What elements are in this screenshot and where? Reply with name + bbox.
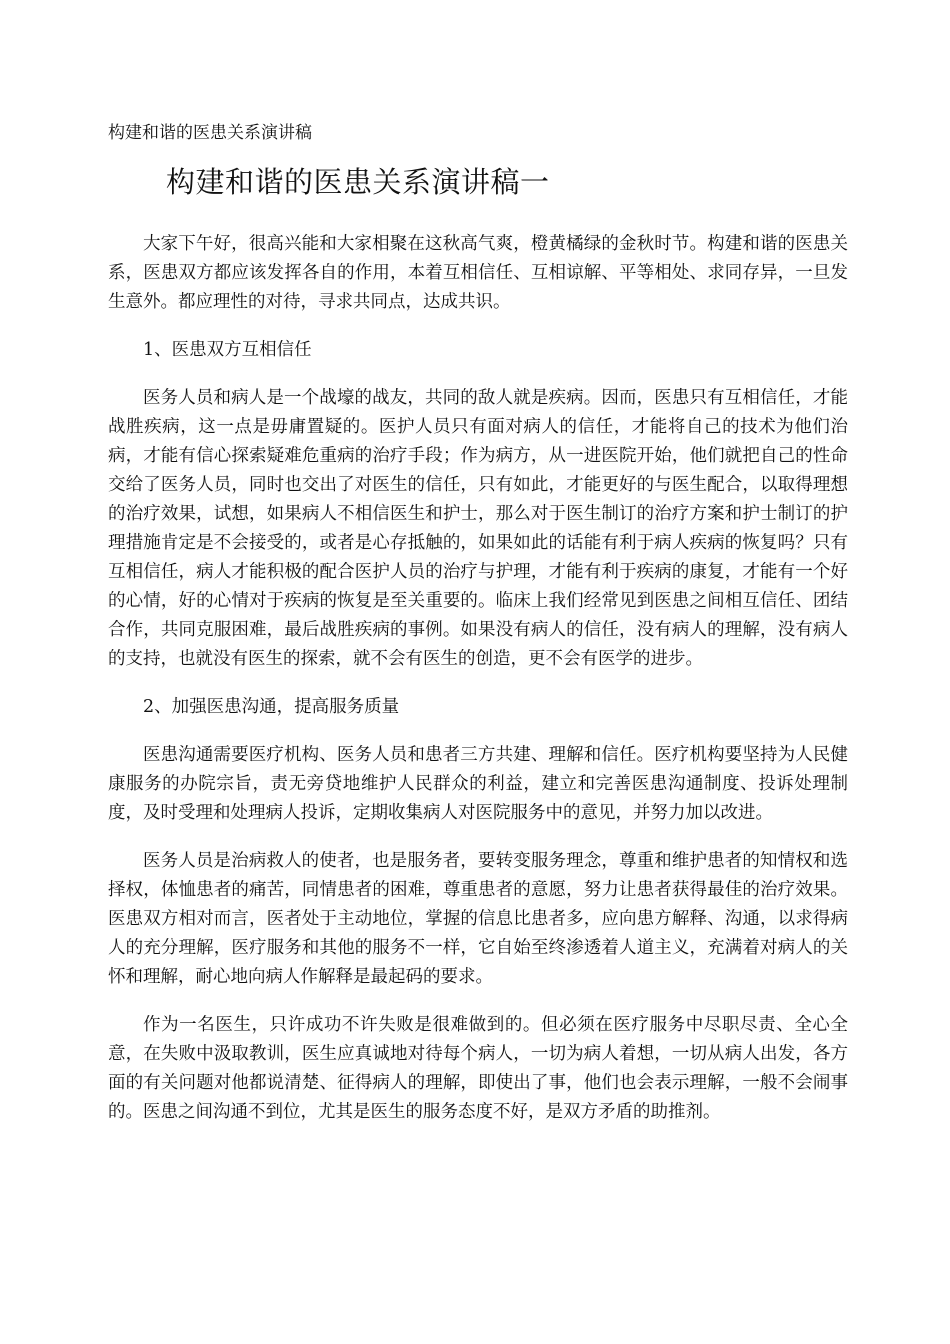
section-1-paragraph: 医务人员和病人是一个战壕的战友，共同的敌人就是疾病。因而，医患只有互相信任，才能战胜疾病，这一点是毋庸置疑的。医护人员只有面对病人的信任，才能将自己的技术为他们治病，才能有信心探索疑难危重病的治疗手段；作为病方，从一进医院开始，他们就把自己的性命交给了医务人员，同时也交出了对医生的信任，只有如此，才能更好的与医生配合，以取得理想的治疗效果，试想，如果病人不相信医生和护士，那么对于医生制订的治疗方案和护士制订的护理措施肯定是不会接受的，或者是心存抵触的，如果如此的话能有利于病人疾病的恢复吗？只有互相信任，病人才能积极的配合医护人员的治疗与护理，才能有利于疾病的康复，才能有一个好的心情，好的心情对于疾病的恢复是至关重要的。临床上我们经常见到医患之间相互信任、团结合作，共同克服困难，最后战胜疾病的事例。如果没有病人的信任，没有病人的理解，没有病人的支持，也就没有医生的探索，就不会有医生的创造，更不会有医学的进步。 [108, 388, 848, 669]
document-header: 构建和谐的医患关系演讲稿 [108, 123, 312, 143]
section-2-heading: 2、加强医患沟通，提高服务质量 [143, 697, 400, 717]
section-2-paragraph-2: 医务人员是治病救人的使者，也是服务者，要转变服务理念，尊重和维护患者的知情权和选择权，体恤患者的痛苦，同情患者的困难，尊重患者的意愿，努力让患者获得最佳的治疗效果。医患双方相对而言，医者处于主动地位，掌握的信息比患者多，应向患方解释、沟通，以求得病人的充分理解，医疗服务和其他的服务不一样，它自始至终渗透着人道主义，充满着对病人的关怀和理解，耐心地向病人作解释是最起码的要求。 [108, 851, 848, 987]
section-1-heading: 1、医患双方互相信任 [143, 340, 312, 360]
intro-paragraph: 大家下午好，很高兴能和大家相聚在这秋高气爽，橙黄橘绿的金秋时节。构建和谐的医患关系，医患双方都应该发挥各自的作用，本着互相信任、互相谅解、平等相处、求同存异，一旦发生意外。都应理性的对待，寻求共同点，达成共识。 [108, 234, 848, 312]
document-body [108, 230, 848, 1146]
section-2-paragraph-3: 作为一名医生，只许成功不许失败是很难做到的。但必须在医疗服务中尽职尽责、全心全意，在失败中汲取教训，医生应真诚地对待每个病人，一切为病人着想，一切从病人出发，各方面的有关问题对他都说清楚、征得病人的理解，即使出了事，他们也会表示理解，一般不会闹事的。医患之间沟通不到位，尤其是医生的服务态度不好，是双方矛盾的助推剂。 [108, 1015, 848, 1122]
document-title: 构建和谐的医患关系演讲稿一 [166, 165, 550, 199]
section-2-paragraph-1: 医患沟通需要医疗机构、医务人员和患者三方共建、理解和信任。医疗机构要坚持为人民健康服务的办院宗旨，责无旁贷地维护人民群众的利益，建立和完善医患沟通制度、投诉处理制度，及时受理和处理病人投诉，定期收集病人对医院服务中的意见，并努力加以改进。 [108, 745, 848, 823]
